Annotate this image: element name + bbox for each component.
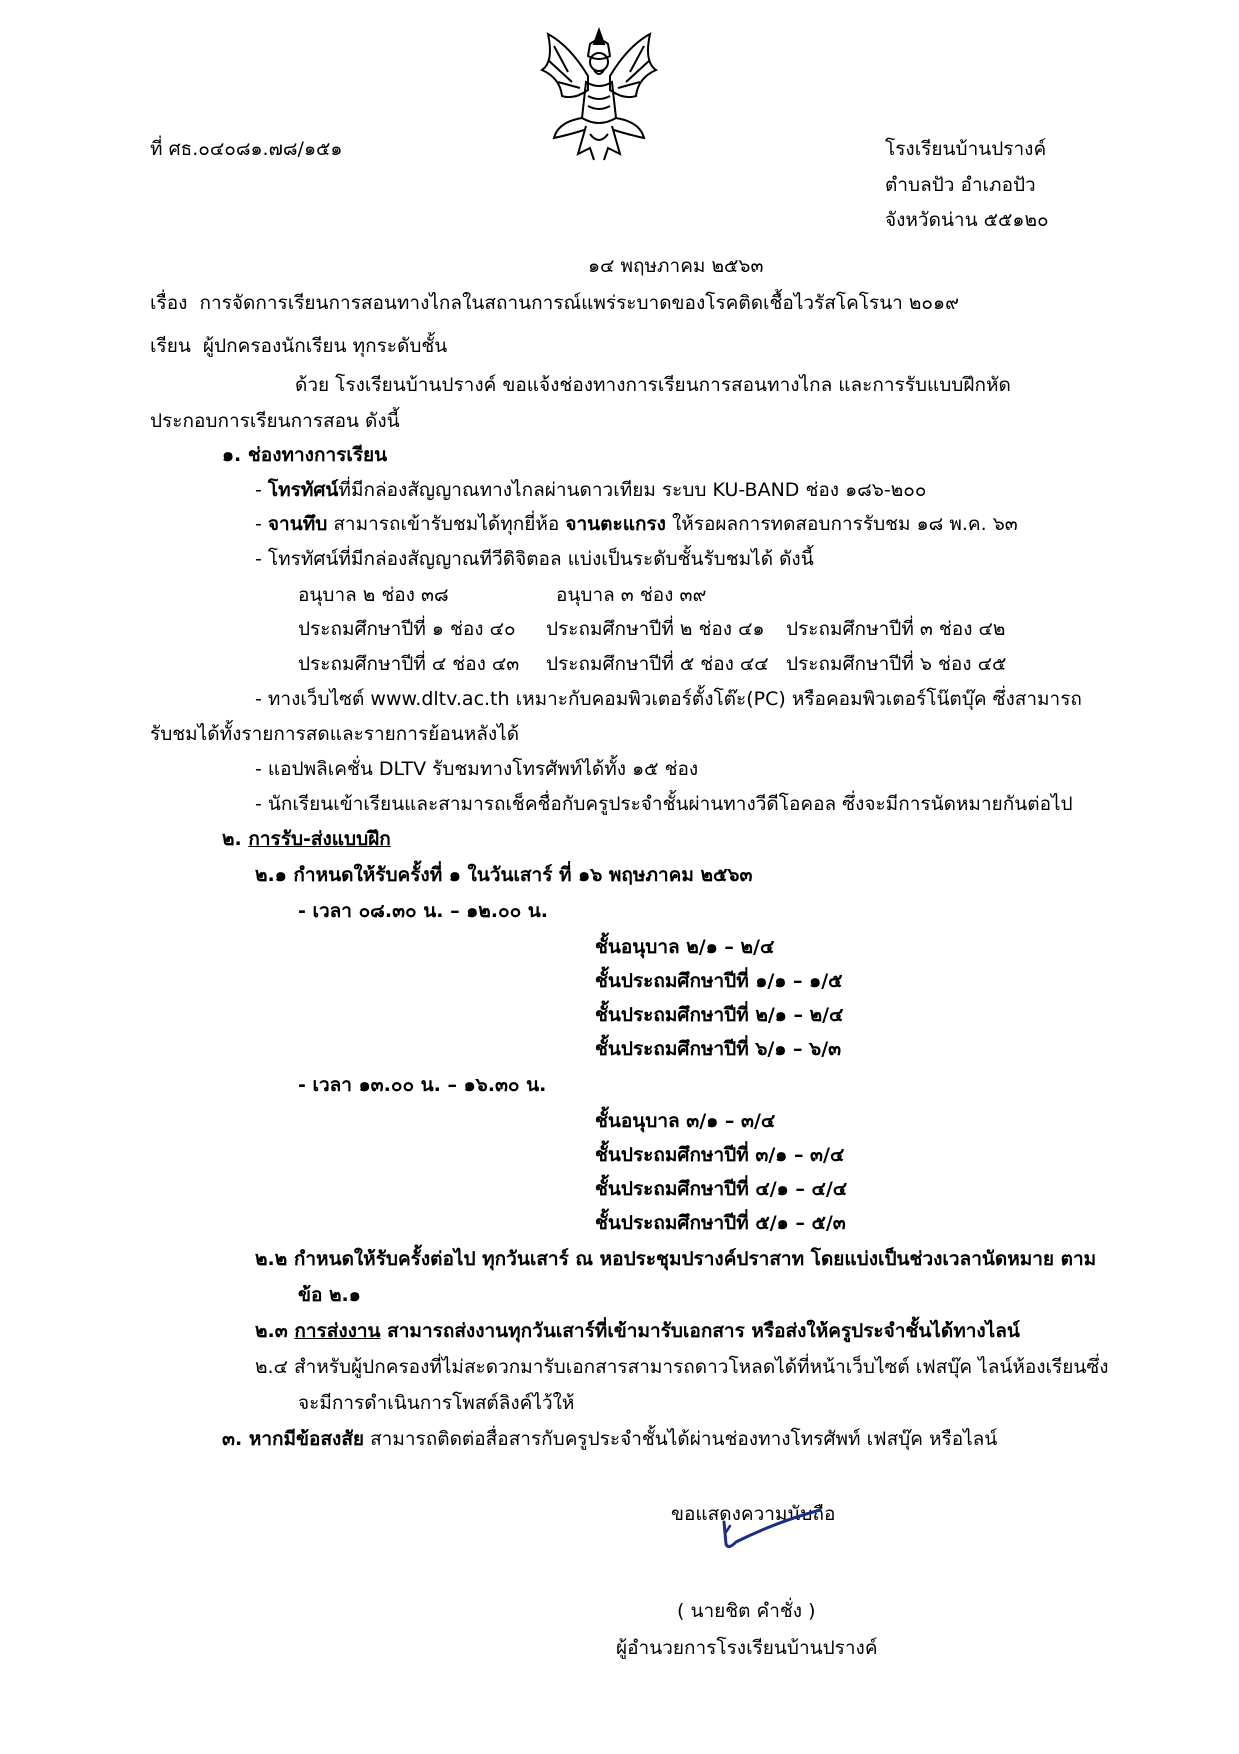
item-text: สามารถเข้ารับชมได้ทุกยี่ห้อ bbox=[327, 513, 566, 535]
item-text: ให้รอผลการทดสอบการรับชม ๑๘ พ.ค. ๖๓ bbox=[665, 513, 1018, 535]
afternoon-class-list-item: ชั้นอนุบาล ๓/๑ – ๓/๔ bbox=[595, 1110, 776, 1132]
channel-p1: ประถมศึกษาปีที่ ๑ ช่อง ๔๐ bbox=[298, 618, 516, 640]
channel-p3: ประถมศึกษาปีที่ ๓ ช่อง ๔๒ bbox=[786, 618, 1006, 640]
afternoon-class-list-item: ชั้นประถมศึกษาปีที่ ๕/๑ – ๕/๓ bbox=[595, 1212, 846, 1234]
school-address-district: ตำบลปัว อำเภอปัว bbox=[885, 174, 1036, 196]
section-2-3 bbox=[255, 1322, 1020, 1341]
intro-paragraph-line-2: ประกอบการเรียนการสอน ดังนี้ bbox=[150, 410, 400, 432]
afternoon-time-slot: - เวลา ๑๓.๐๐ น. – ๑๖.๓๐ น. bbox=[298, 1074, 547, 1096]
bullet: - bbox=[255, 513, 268, 535]
section-text: สามารถติดต่อสื่อสารกับครูประจำชั้นได้ผ่านช่องทางโทรศัพท์ เฟสบุ๊ค หรือไลน์ bbox=[364, 1428, 998, 1450]
morning-class-list-item: ชั้นอนุบาล ๒/๑ – ๒/๔ bbox=[595, 936, 775, 958]
document-date: ๑๔ พฤษภาคม ๒๕๖๓ bbox=[588, 255, 764, 277]
section-2-heading bbox=[222, 830, 391, 849]
section-1-item-video-call: - นักเรียนเข้าเรียนและสามารถเช็คชื่อกับครูประจำชั้นผ่านทางวีดีโอคอล ซึ่งจะมีการนัดหมายกันต่อไป bbox=[255, 793, 1073, 815]
section-1-item-digital-tv: - โทรทัศน์ที่มีกล่องสัญญาณทีวีดิจิตอล แบ่งเป็นระดับชั้นรับชมได้ ดังนี้ bbox=[255, 548, 814, 570]
section-1-item-app: - แอปพลิเคชั่น DLTV รับชมทางโทรศัพท์ได้ทั้ง ๑๕ ช่อง bbox=[255, 758, 699, 780]
section-2-4-line-2: จะมีการดำเนินการโพสต์ลิงค์ไว้ให้ bbox=[298, 1392, 575, 1414]
item-keyword: จานตะแกรง bbox=[565, 513, 666, 535]
section-3 bbox=[222, 1430, 997, 1449]
morning-class-list-item: ชั้นประถมศึกษาปีที่ ๒/๑ – ๒/๔ bbox=[595, 1004, 844, 1026]
section-1-item-website-line-1: - ทางเว็บไซต์ www.dltv.ac.th เหมาะกับคอมพิวเตอร์ตั้งโต๊ะ(PC) หรือคอมพิวเตอร์โน๊ตบุ๊ค ซึ่งสามารถ bbox=[255, 688, 1082, 710]
signer-name: ( นายชิต คำชั่ง ) bbox=[677, 1600, 816, 1622]
item-keyword: โทรทัศน์ bbox=[267, 479, 339, 501]
garuda-emblem-icon bbox=[528, 26, 670, 166]
school-address-province: จังหวัดน่าน ๕๕๑๒๐ bbox=[885, 209, 1049, 231]
morning-class-list-item: ชั้นประถมศึกษาปีที่ ๑/๑ – ๑/๕ bbox=[595, 970, 843, 992]
item-text: ที่มีกล่องสัญญาณทางไกลผ่านดาวเทียม ระบบ KU-BAND ช่อง ๑๘๖-๒๐๐ bbox=[338, 479, 927, 501]
channel-p5: ประถมศึกษาปีที่ ๕ ช่อง ๔๔ bbox=[546, 653, 769, 675]
channel-k3: อนุบาล ๓ ช่อง ๓๙ bbox=[556, 584, 707, 606]
item-keyword: จานทึบ bbox=[267, 513, 328, 535]
document-reference-number: ที่ ศธ.๐๔๐๘๑.๗๘/๑๕๑ bbox=[150, 138, 343, 160]
afternoon-class-list-item: ชั้นประถมศึกษาปีที่ ๔/๑ – ๔/๔ bbox=[595, 1178, 848, 1200]
section-2-2-line-1: ๒.๒ กำหนดให้รับครั้งต่อไป ทุกวันเสาร์ ณ หอประชุมปรางค์ปราสาท โดยแบ่งเป็นช่วงเวลานัดหมาย ตาม bbox=[255, 1248, 1097, 1270]
afternoon-class-list-item: ชั้นประถมศึกษาปีที่ ๓/๑ – ๓/๔ bbox=[595, 1144, 845, 1166]
school-name: โรงเรียนบ้านปรางค์ bbox=[885, 138, 1047, 160]
subject-label: เรื่อง bbox=[150, 292, 188, 314]
recipient-line bbox=[150, 337, 447, 356]
channel-p6: ประถมศึกษาปีที่ ๖ ช่อง ๔๕ bbox=[786, 653, 1007, 675]
section-text: สามารถส่งงานทุกวันเสาร์ที่เข้ามารับเอกสาร หรือส่งให้ครูประจำชั้นได้ทางไลน์ bbox=[380, 1320, 1020, 1342]
channel-k2: อนุบาล ๒ ช่อง ๓๘ bbox=[298, 584, 449, 606]
bullet: - bbox=[255, 479, 268, 501]
section-2-2-line-2: ข้อ ๒.๑ bbox=[298, 1284, 361, 1306]
intro-paragraph-line-1: ด้วย โรงเรียนบ้านปรางค์ ขอแจ้งช่องทางการเรียนการสอนทางไกล และการรับแบบฝึกหัด bbox=[295, 374, 1011, 396]
subject-text: การจัดการเรียนการสอนทางไกลในสถานการณ์แพร่ระบาดของโรคติดเชื้อไวรัสโคโรนา ๒๐๑๙ bbox=[199, 292, 959, 314]
recipient-text: ผู้ปกครองนักเรียน ทุกระดับชั้น bbox=[202, 335, 448, 357]
section-1-heading: ๑. ช่องทางการเรียน bbox=[222, 444, 388, 466]
section-heading: ๓. หากมีข้อสงสัย bbox=[222, 1428, 365, 1450]
handwritten-signature-icon bbox=[716, 1504, 826, 1554]
signer-title: ผู้อำนวยการโรงเรียนบ้านปรางค์ bbox=[616, 1637, 878, 1659]
section-number: ๒.๓ bbox=[255, 1320, 295, 1342]
morning-class-list-item: ชั้นประถมศึกษาปีที่ ๖/๑ – ๖/๓ bbox=[595, 1038, 842, 1060]
morning-time-slot: - เวลา ๐๘.๓๐ น. – ๑๒.๐๐ น. bbox=[298, 900, 549, 922]
closing-salutation: ขอแสดงความนับถือ bbox=[671, 1503, 836, 1525]
recipient-label: เรียน bbox=[150, 335, 191, 357]
channel-p4: ประถมศึกษาปีที่ ๔ ช่อง ๔๓ bbox=[298, 653, 520, 675]
section-1-item-website-line-2: รับชมได้ทั้งรายการสดและรายการย้อนหลังได้ bbox=[150, 723, 520, 745]
channel-p2: ประถมศึกษาปีที่ ๒ ช่อง ๔๑ bbox=[546, 618, 765, 640]
subject-line bbox=[150, 294, 959, 313]
section-1-item-dish bbox=[255, 515, 1018, 534]
section-2-4-line-1: ๒.๔ สำหรับผู้ปกครองที่ไม่สะดวกมารับเอกสารสามารถดาวโหลดได้ที่หน้าเว็บไซต์ เฟสบุ๊ค ไลน์ห้องเรียนซึ่ง bbox=[255, 1356, 1109, 1378]
section-title: การรับ-ส่งแบบฝึก bbox=[248, 828, 391, 850]
section-number: ๒. bbox=[222, 828, 249, 850]
section-keyword: การส่งงาน bbox=[294, 1320, 381, 1342]
section-2-1: ๒.๑ กำหนดให้รับครั้งที่ ๑ ในวันเสาร์ ที่ ๑๖ พฤษภาคม ๒๕๖๓ bbox=[255, 864, 753, 886]
section-1-item-satellite bbox=[255, 481, 926, 500]
